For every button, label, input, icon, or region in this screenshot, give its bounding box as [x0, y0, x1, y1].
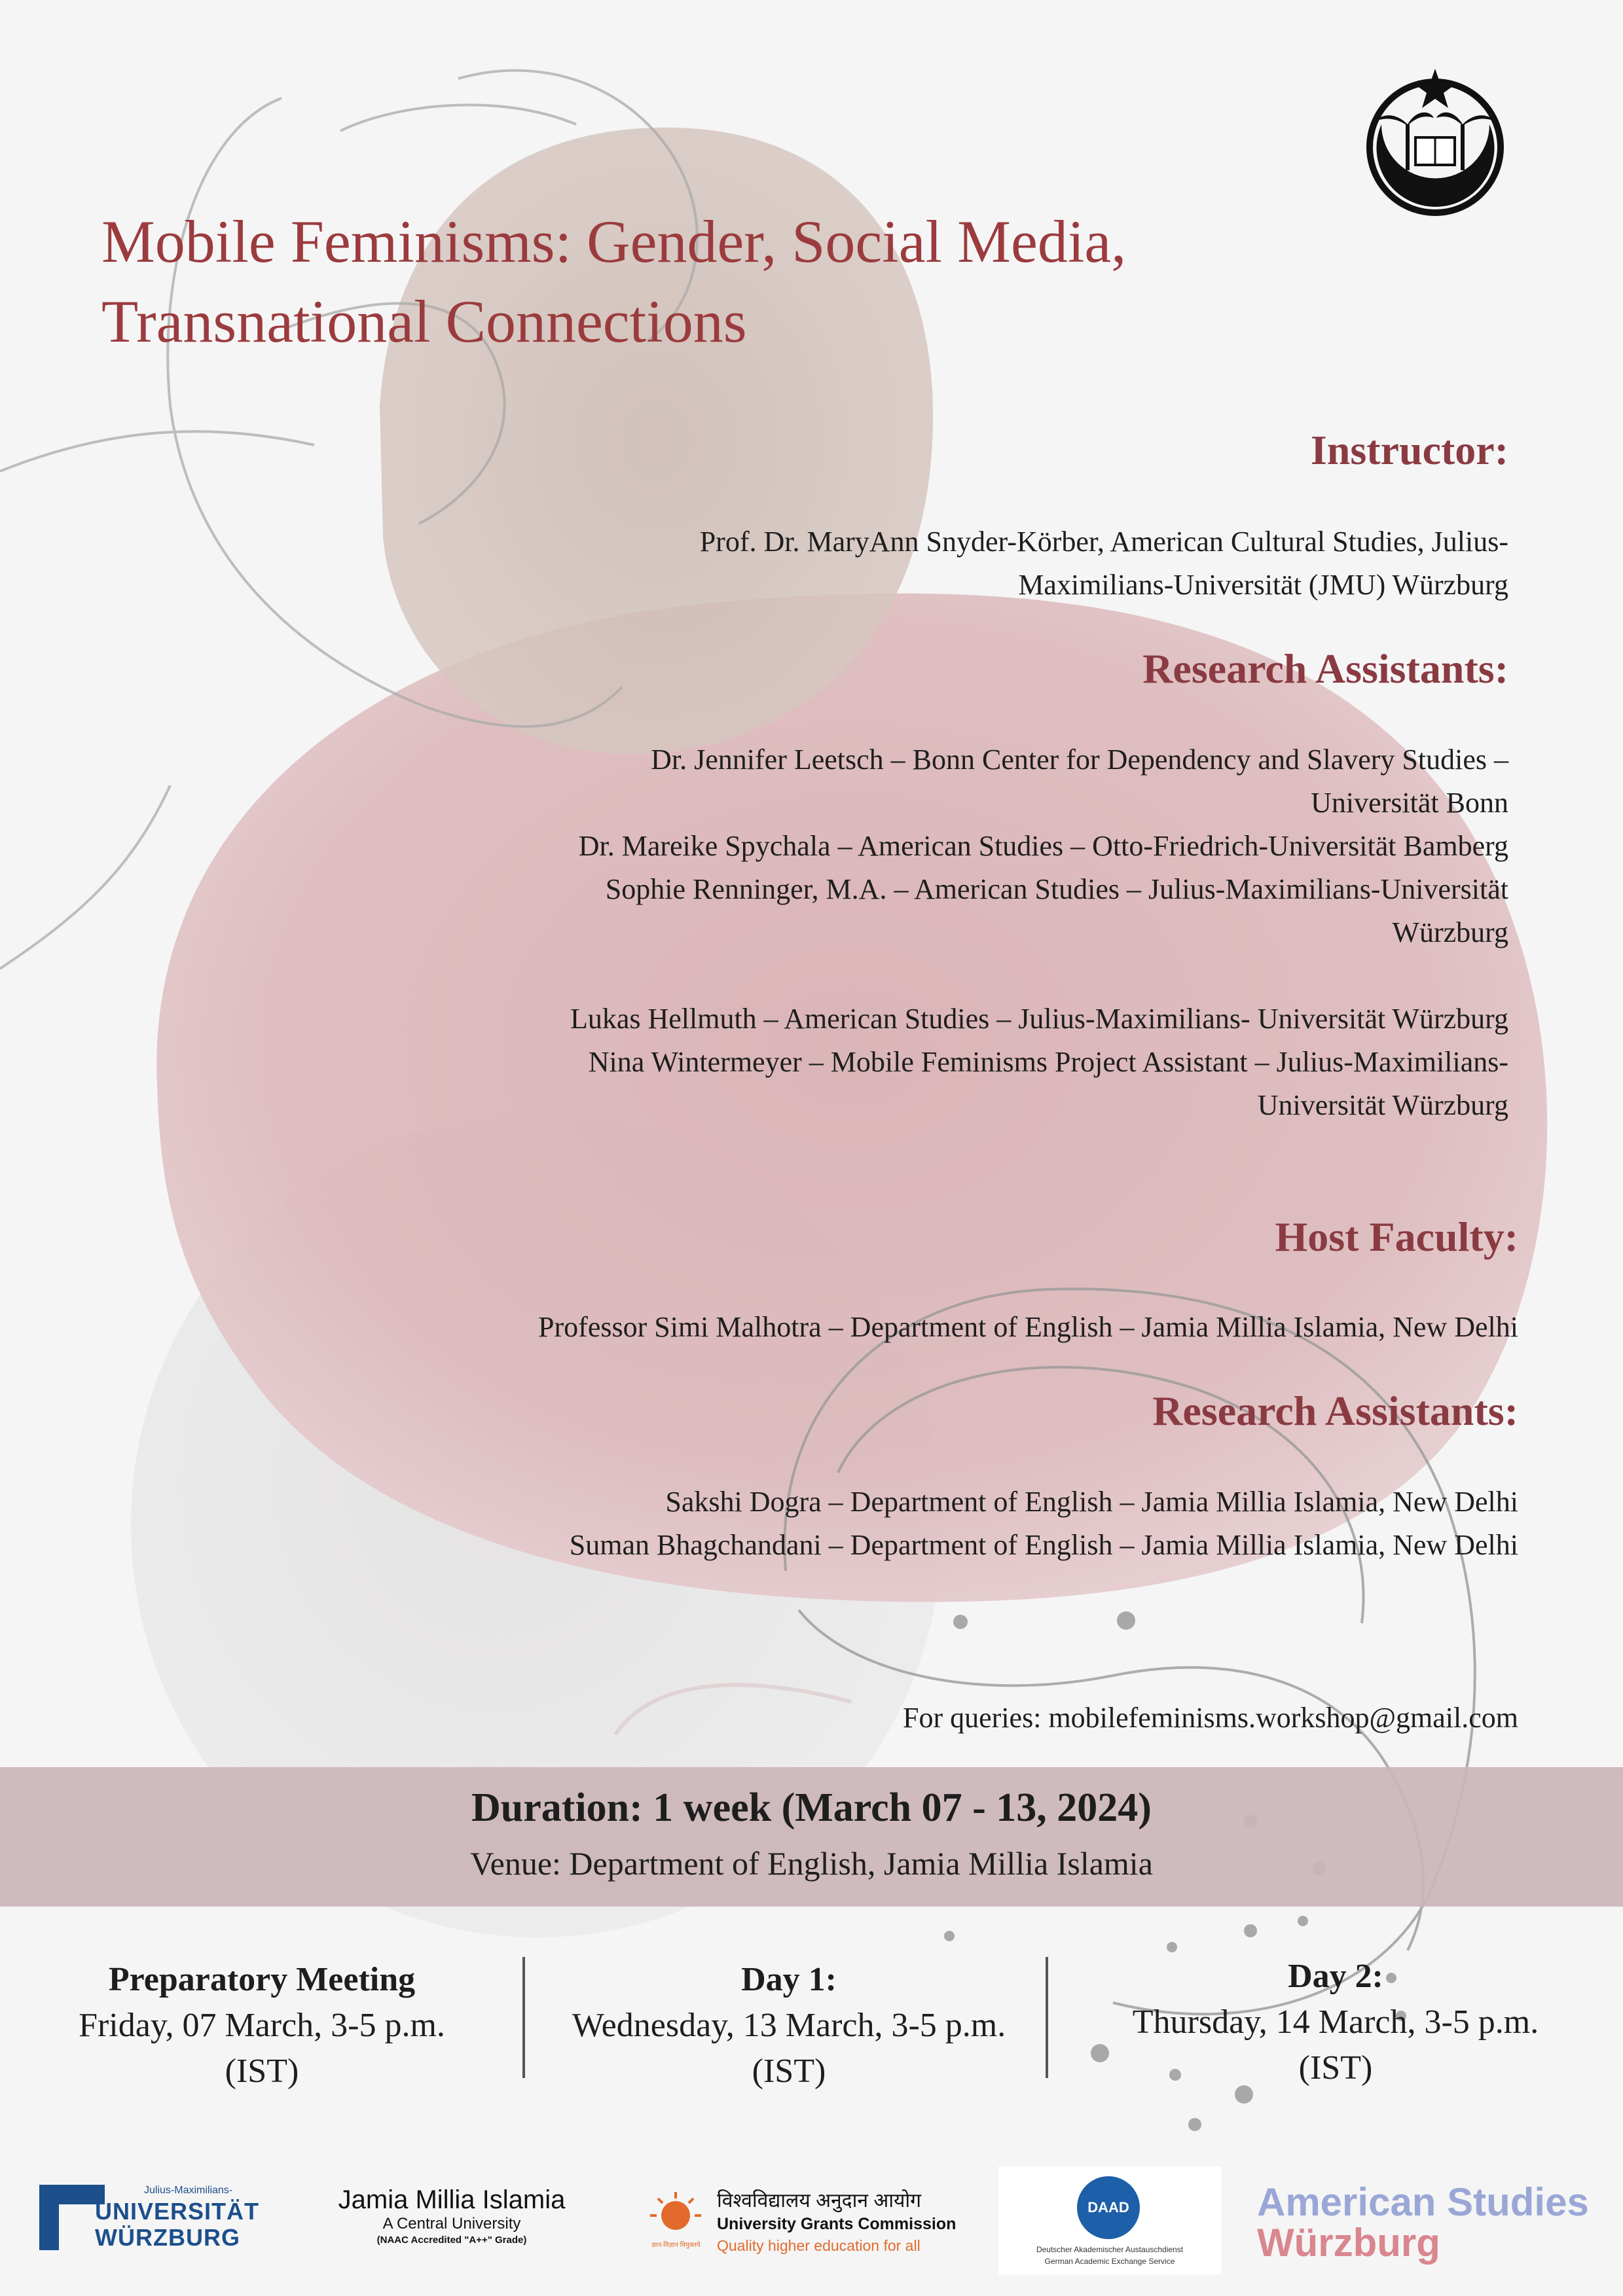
instructor-details [264, 520, 1508, 607]
ugc-hindi: विश्वविद्यालय अनुदान आयोग [717, 2190, 922, 2212]
venue-text: Venue: Department of English, Jamia Millia Islamia [470, 1845, 1153, 1882]
host-faculty-line: Professor Simi Malhotra – Department of English – Jamia Millia Islamia, New Delhi [538, 1311, 1518, 1343]
assistant-line: Universität Würzburg [1257, 1089, 1508, 1121]
daad-logo [998, 2166, 1221, 2274]
jamia-line-1: Jamia Millia Islamia [338, 2185, 566, 2214]
assistant-line: Sophie Renninger, M.A. – American Studies – Julius-Maximilians-Universität [605, 873, 1508, 905]
assistant-line: Lukas Hellmuth – American Studies – Julius-Maximilians- Universität Würzburg [570, 1003, 1508, 1035]
american-studies-line-2: Würzburg [1257, 2221, 1440, 2265]
workshop-title [101, 202, 1313, 361]
assistant-line: Nina Wintermeyer – Mobile Feminisms Project Assistant – Julius-Maximilians- [588, 1046, 1508, 1078]
instructor-heading: Instructor: [1310, 427, 1508, 473]
schedule-divider [522, 1957, 525, 2078]
queries-contact[interactable]: For queries: mobilefeminisms.workshop@gmail.com [903, 1702, 1518, 1734]
uni-wuerzburg-logo [39, 2185, 275, 2250]
wuerzburg-line-1: UNIVERSITÄT [95, 2198, 260, 2225]
schedule-day-2 [1074, 1954, 1597, 2091]
schedule-day-1 [530, 1957, 1048, 2094]
schedule-title: Day 2: [1288, 1958, 1383, 1995]
jmi-emblem-logo [1355, 65, 1516, 223]
daad-line-2: German Academic Exchange Service [1044, 2257, 1175, 2266]
ugc-emblem-icon [645, 2189, 707, 2235]
title-line-1: Mobile Feminisms: Gender, Social Media, [101, 208, 1127, 275]
ugc-line-2: Quality higher education for all [717, 2237, 921, 2254]
jamia-line-3: (NAAC Accredited "A++" Grade) [376, 2234, 527, 2246]
jamia-line-2: A Central University [382, 2215, 521, 2233]
schedule-title: Day 1: [741, 1961, 837, 1998]
wuerzburg-line-2: WÜRZBURG [95, 2224, 240, 2251]
assistant-line: Sakshi Dogra – Department of English – Jamia Millia Islamia, New Delhi [665, 1486, 1518, 1518]
assistant-line: Universität Bonn [1311, 787, 1508, 819]
instructor-line: Prof. Dr. MaryAnn Snyder-Körber, American Cultural Studies, Julius- [699, 526, 1508, 558]
research-assistants-heading-jmi: Research Assistants: [1152, 1388, 1518, 1434]
assistant-line: Dr. Jennifer Leetsch – Bonn Center for Dependency and Slavery Studies – [651, 744, 1508, 776]
assistant-line: Würzburg [1392, 916, 1508, 948]
schedule-divider [1046, 1957, 1048, 2078]
ugc-logo [642, 2186, 982, 2258]
wuerzburg-small-text: Julius-Maximilians- [144, 2185, 233, 2196]
jamia-logo [295, 2185, 609, 2250]
schedule-title: Preparatory Meeting [108, 1961, 416, 1998]
schedule-timezone: (IST) [752, 2053, 826, 2090]
research-assistants-list-jmi [274, 1480, 1518, 1567]
host-faculty-details [274, 1306, 1518, 1349]
schedule-time: Wednesday, 13 March, 3-5 p.m. [572, 2007, 1006, 2044]
research-assistants-list-jmu [264, 738, 1508, 1127]
daad-mark: DAAD [1077, 2176, 1140, 2239]
schedule-time: Thursday, 14 March, 3-5 p.m. [1132, 2003, 1539, 2041]
schedule-preparatory-meeting [26, 1957, 498, 2094]
ugc-line-1: University Grants Commission [717, 2215, 957, 2233]
assistant-line: Suman Bhagchandani – Department of English – Jamia Millia Islamia, New Delhi [569, 1529, 1518, 1561]
assistant-line: Dr. Mareike Spychala – American Studies – Otto-Friedrich-Universität Bamberg [578, 830, 1508, 862]
american-studies-line-1: American Studies [1257, 2180, 1589, 2224]
ugc-seal-text: ज्ञान-विज्ञान विमुक्तये [651, 2242, 701, 2249]
instructor-line: Maximilians-Universität (JMU) Würzburg [1018, 569, 1508, 601]
american-studies-logo [1257, 2182, 1611, 2267]
duration-text: Duration: 1 week (March 07 - 13, 2024) [471, 1785, 1152, 1830]
research-assistants-heading-jmu: Research Assistants: [1142, 645, 1508, 692]
schedule-timezone: (IST) [225, 2053, 299, 2090]
host-faculty-heading: Host Faculty: [1275, 1213, 1518, 1260]
schedule-time: Friday, 07 March, 3-5 p.m. [79, 2007, 445, 2044]
daad-line-1: Deutscher Akademischer Austauschdienst [1036, 2245, 1184, 2254]
schedule-timezone: (IST) [1298, 2049, 1373, 2087]
spacer [264, 954, 1508, 997]
title-line-2: Transnational Connections [101, 288, 747, 355]
